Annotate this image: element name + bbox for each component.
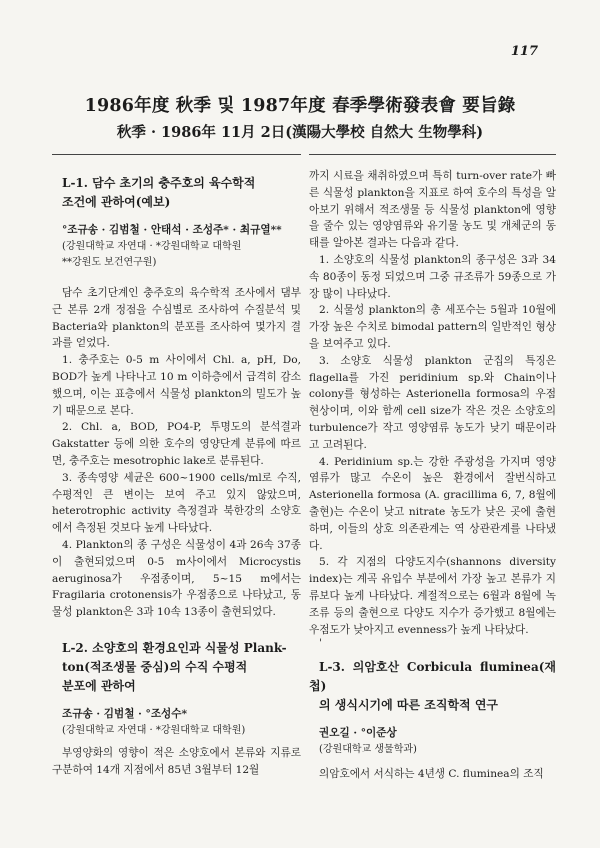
right-column [309, 160, 556, 783]
paragraph: 2. Chl. a, BOD, PO4-P, 투명도의 분석결과 Gakstatter 등에 의한 호수의 영양단계 분류에 따르면, 충주호는 mesotrophic lake로 분류된다. [52, 421, 301, 467]
paragraph: 담수 초기단계인 충주호의 육수학적 조사에서 댐부근 본류 2개 정점을 수심별로 조사하여 수질분석 및 Bacteria와 plankton의 분포를 조사하여 몇가지 결과를 얻었다. [52, 287, 301, 350]
section-affiliation: **강원도 보건연구원) [62, 257, 157, 268]
section-authors: 조규송 · 김범철 · °조성수* [62, 707, 188, 720]
paragraph: 3. 종속영양 세균은 600~1900 cells/ml로 수직, 수평적인 큰 변이는 보여 주고 있지 않았으며, heterotrophic activity 측정결과 북한강의 소양호에서 측정된 것보다 높게 나타났다. [52, 471, 301, 535]
section-affiliation: (강원대학교 자연대 · *강원대학교 대학원 [62, 241, 242, 252]
section-title: ton(적조생물 중심)의 수직 수평적 [62, 659, 248, 674]
paragraph: 4. Peridinium sp.는 강한 주광성을 가지며 영양염류가 많고 수온이 높은 환경에서 잘번식하고 Asterionella formosa (A. gracillima 6, 7, 8월에 출현)는 수온이 낮고 nitrate 농도가 낮은 곳에 출현하며, 이들의 상호 의존관계는 역 상관관계를 나타냈다. [309, 455, 556, 552]
section-affiliation: (강원대학교 생물학과) [319, 744, 417, 756]
paragraph: 4. Plankton의 종 구성은 식물성이 4과 26속 37종이 출현되었으며 0-5 m사이에서 Microcystis aeruginosa가 우점종이며, 5~15 m에서는 Fragilaria crotonensis가 우점종으로 나타났고, 동물성 plankton은 3과 10속 13종이 출현되었다. [52, 538, 301, 619]
page-number: 117 [510, 44, 538, 59]
paragraph: 3. 소양호 식물성 plankton 군집의 특징은 flagella를 가진 peridinium sp.와 Chain이나 colony를 형성하는 Asterionella formosa의 우점현상이며, 이와 함께 cell size가 작은 것은 소양호의 turbulence가 작고 영양염류 농도가 낮기 때문이라고 고려된다. [309, 354, 556, 451]
paragraph: 1. 소양호의 식물성 plankton의 종구성은 3과 34속 80종이 동정 되었으며 그중 규조류가 59종으로 가장 많이 나타났다. [309, 253, 556, 300]
section-authors: °조규송 · 김범철 · 안태석 · 조성주* · 최규열** [62, 224, 282, 236]
section-title: L-1. 담수 초기의 충주호의 육수학적 [62, 176, 256, 190]
section-affiliation: (강원대학교 자연대 · *강원대학교 대학원) [62, 724, 246, 736]
section-authors: 권오길 · °이준상 [319, 727, 397, 740]
section-title: L-2. 소양호의 환경요인과 식물성 Plank- [62, 640, 287, 655]
paragraph: 1. 충주호는 0-5 m 사이에서 Chl. a, pH, Do, BOD가 높게 나타나고 10 m 이하층에서 급격히 감소했으며, 이는 표층에서 식물성 plankton의 밀도가 높기 때문으로 본다. [52, 354, 301, 417]
page-subtitle: 秋季 · 1986年 11月 2日(漢陽大學校 自然大 生物學科) [116, 124, 484, 141]
paragraph: 까지 시료을 채취하였으며 특히 turn-over rate가 빠른 식물성 plankton을 지표로 하여 호수의 특성을 알아보기 위해서 적조생물 등 식물성 plankton에 영향을 줄수 있는 영양염류와 유기물 농도 및 개체군의 동태를 알아본 결과는 다음과 같다. [309, 170, 556, 250]
right-column-rule [309, 154, 556, 155]
left-column-rule [52, 154, 301, 155]
paragraph: 의암호에서 서식하는 4년생 C. fluminea의 조직 [319, 768, 544, 781]
page-title: 1986年度 秋季 및 1987年度 春季學術發表會 要旨錄 [84, 96, 516, 116]
section-title: L-3. 의암호산 Corbicula fluminea(재첩) [309, 660, 556, 694]
paragraph: 부영양화의 영향이 적은 소양호에서 본류와 지류로 구분하여 14개 지점에서 85년 3월부터 12월 [52, 746, 301, 776]
stray-mark: ' [319, 638, 322, 650]
left-column [52, 160, 301, 779]
paragraph: 2. 식물성 plankton의 총 세포수는 5월과 10월에 가장 높은 수치로 bimodal pattern의 일반적인 형상을 보여주고 있다. [309, 304, 556, 350]
paragraph: 5. 각 지점의 다양도지수(shannons diversity index)는 계곡 유입수 부분에서 가장 높고 본류가 지류보다 높게 나타났다. 계절적으로는 6월과 8월에 녹조류 등의 출현으로 다양도 지수가 증가했고 8월에는 우점도가 낮아지고 evenness가 높게 나타났다. [309, 556, 556, 636]
section-title: 분포에 관하여 [62, 678, 136, 693]
section-title: 의 생식시기에 따른 조직학적 연구 [319, 698, 499, 713]
section-title: 조건에 관하여(예보) [62, 195, 171, 209]
